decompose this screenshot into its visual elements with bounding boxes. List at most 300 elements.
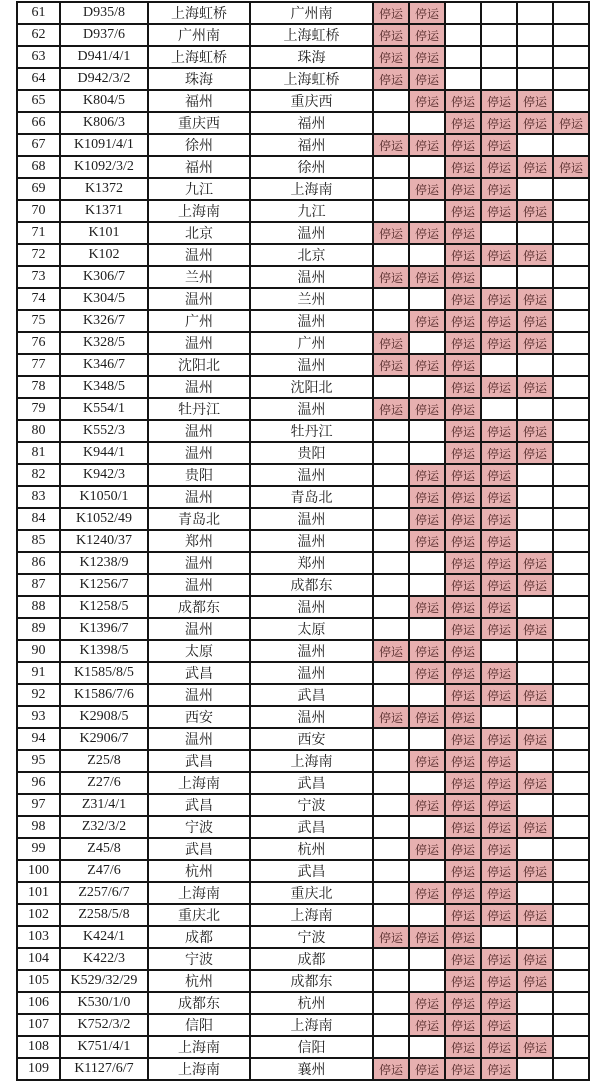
destination-station: 温州 — [250, 662, 373, 684]
status-cell — [517, 68, 553, 90]
status-cell — [373, 464, 409, 486]
row-number: 67 — [17, 134, 60, 156]
origin-station: 上海南 — [148, 200, 250, 222]
table-row — [17, 926, 589, 948]
status-cell — [373, 904, 409, 926]
destination-station: 武昌 — [250, 772, 373, 794]
table-row — [17, 464, 589, 486]
suspended-badge: 停运 — [445, 134, 481, 156]
status-cell — [517, 640, 553, 662]
status-cell — [373, 376, 409, 398]
row-number: 86 — [17, 552, 60, 574]
table-row — [17, 200, 589, 222]
train-code: K2906/7 — [60, 728, 148, 750]
row-number: 75 — [17, 310, 60, 332]
suspended-badge: 停运 — [517, 310, 553, 332]
suspended-badge: 停运 — [445, 552, 481, 574]
suspended-badge: 停运 — [481, 90, 517, 112]
status-cell — [409, 156, 445, 178]
status-cell — [553, 816, 589, 838]
destination-station: 郑州 — [250, 552, 373, 574]
status-cell — [517, 134, 553, 156]
train-code: K424/1 — [60, 926, 148, 948]
suspended-badge: 停运 — [445, 310, 481, 332]
table-row — [17, 24, 589, 46]
status-cell — [373, 200, 409, 222]
suspended-badge: 停运 — [373, 706, 409, 728]
table-row — [17, 244, 589, 266]
suspended-badge: 停运 — [445, 222, 481, 244]
status-cell — [517, 354, 553, 376]
train-code: K804/5 — [60, 90, 148, 112]
table-row — [17, 574, 589, 596]
train-code: Z32/3/2 — [60, 816, 148, 838]
suspended-badge: 停运 — [409, 838, 445, 860]
table-row — [17, 1014, 589, 1036]
status-cell — [553, 222, 589, 244]
destination-station: 温州 — [250, 596, 373, 618]
row-number: 105 — [17, 970, 60, 992]
train-code: K326/7 — [60, 310, 148, 332]
row-number: 79 — [17, 398, 60, 420]
suspended-badge: 停运 — [517, 1036, 553, 1058]
status-cell — [373, 794, 409, 816]
destination-station: 成都东 — [250, 574, 373, 596]
status-cell — [517, 178, 553, 200]
status-cell — [373, 728, 409, 750]
row-number: 103 — [17, 926, 60, 948]
origin-station: 重庆北 — [148, 904, 250, 926]
status-cell — [481, 354, 517, 376]
status-cell — [373, 596, 409, 618]
row-number: 85 — [17, 530, 60, 552]
status-cell — [445, 68, 481, 90]
train-code: K1256/7 — [60, 574, 148, 596]
status-cell — [409, 420, 445, 442]
origin-station: 北京 — [148, 222, 250, 244]
status-cell — [409, 288, 445, 310]
table-row — [17, 772, 589, 794]
status-cell — [409, 244, 445, 266]
status-cell — [553, 68, 589, 90]
status-cell — [517, 486, 553, 508]
origin-station: 温州 — [148, 684, 250, 706]
origin-station: 重庆西 — [148, 112, 250, 134]
suspended-badge: 停运 — [481, 442, 517, 464]
suspended-badge: 停运 — [517, 860, 553, 882]
status-cell — [553, 948, 589, 970]
suspended-badge: 停运 — [517, 684, 553, 706]
suspended-badge: 停运 — [373, 134, 409, 156]
suspended-badge: 停运 — [481, 178, 517, 200]
table-row — [17, 1058, 589, 1080]
status-cell — [553, 1058, 589, 1080]
destination-station: 九江 — [250, 200, 373, 222]
destination-station: 广州南 — [250, 2, 373, 24]
suspended-badge: 停运 — [373, 332, 409, 354]
suspended-badge: 停运 — [445, 728, 481, 750]
train-code: K1585/8/5 — [60, 662, 148, 684]
suspended-badge: 停运 — [409, 750, 445, 772]
table-row — [17, 530, 589, 552]
suspended-badge: 停运 — [481, 552, 517, 574]
row-number: 74 — [17, 288, 60, 310]
suspended-badge: 停运 — [481, 970, 517, 992]
table-row — [17, 68, 589, 90]
table-row — [17, 904, 589, 926]
origin-station: 武昌 — [148, 794, 250, 816]
suspended-badge: 停运 — [445, 112, 481, 134]
train-code: Z27/6 — [60, 772, 148, 794]
train-code: K304/5 — [60, 288, 148, 310]
status-cell — [373, 970, 409, 992]
status-cell — [409, 772, 445, 794]
destination-station: 温州 — [250, 530, 373, 552]
status-cell — [553, 46, 589, 68]
row-number: 104 — [17, 948, 60, 970]
destination-station: 珠海 — [250, 46, 373, 68]
suspended-badge: 停运 — [517, 90, 553, 112]
row-number: 66 — [17, 112, 60, 134]
status-cell — [409, 970, 445, 992]
suspended-badge: 停运 — [445, 706, 481, 728]
suspended-badge: 停运 — [445, 178, 481, 200]
suspended-badge: 停运 — [481, 618, 517, 640]
status-cell — [553, 24, 589, 46]
status-cell — [373, 178, 409, 200]
status-cell — [553, 838, 589, 860]
table-row — [17, 398, 589, 420]
status-cell — [553, 398, 589, 420]
status-cell — [553, 134, 589, 156]
suspended-badge: 停运 — [517, 420, 553, 442]
status-cell — [553, 508, 589, 530]
status-cell — [409, 442, 445, 464]
destination-station: 温州 — [250, 640, 373, 662]
status-cell — [553, 332, 589, 354]
table-row — [17, 442, 589, 464]
status-cell — [553, 266, 589, 288]
suspended-badge: 停运 — [445, 992, 481, 1014]
status-cell — [553, 992, 589, 1014]
table-row — [17, 46, 589, 68]
suspended-badge: 停运 — [553, 156, 589, 178]
suspended-badge: 停运 — [517, 244, 553, 266]
row-number: 72 — [17, 244, 60, 266]
status-cell — [409, 684, 445, 706]
suspended-badge: 停运 — [445, 926, 481, 948]
table-row — [17, 838, 589, 860]
suspended-badge: 停运 — [445, 684, 481, 706]
status-cell — [409, 552, 445, 574]
train-code: K1372 — [60, 178, 148, 200]
origin-station: 福州 — [148, 156, 250, 178]
destination-station: 沈阳北 — [250, 376, 373, 398]
origin-station: 兰州 — [148, 266, 250, 288]
suspended-badge: 停运 — [481, 464, 517, 486]
suspended-badge: 停运 — [445, 838, 481, 860]
origin-station: 温州 — [148, 288, 250, 310]
suspended-badge: 停运 — [445, 398, 481, 420]
suspended-badge: 停运 — [445, 530, 481, 552]
suspended-badge: 停运 — [409, 794, 445, 816]
status-cell — [517, 530, 553, 552]
destination-station: 牡丹江 — [250, 420, 373, 442]
table-row — [17, 860, 589, 882]
status-cell — [553, 882, 589, 904]
origin-station: 九江 — [148, 178, 250, 200]
train-code: K552/3 — [60, 420, 148, 442]
row-number: 71 — [17, 222, 60, 244]
status-cell — [409, 376, 445, 398]
status-cell — [373, 90, 409, 112]
suspended-badge: 停运 — [409, 882, 445, 904]
suspended-badge: 停运 — [409, 354, 445, 376]
suspended-badge: 停运 — [409, 662, 445, 684]
status-cell — [553, 860, 589, 882]
destination-station: 福州 — [250, 134, 373, 156]
destination-station: 青岛北 — [250, 486, 373, 508]
row-number: 92 — [17, 684, 60, 706]
suspended-badge: 停运 — [445, 596, 481, 618]
status-cell — [373, 1014, 409, 1036]
table-row — [17, 332, 589, 354]
status-cell — [553, 574, 589, 596]
destination-station: 北京 — [250, 244, 373, 266]
train-code: K752/3/2 — [60, 1014, 148, 1036]
origin-station: 牡丹江 — [148, 398, 250, 420]
status-cell — [517, 750, 553, 772]
destination-station: 武昌 — [250, 816, 373, 838]
destination-station: 温州 — [250, 398, 373, 420]
suspended-badge: 停运 — [445, 662, 481, 684]
suspended-badge: 停运 — [481, 684, 517, 706]
destination-station: 重庆西 — [250, 90, 373, 112]
status-cell — [517, 2, 553, 24]
status-cell — [553, 618, 589, 640]
origin-station: 广州南 — [148, 24, 250, 46]
status-cell — [481, 266, 517, 288]
suspended-badge: 停运 — [373, 46, 409, 68]
suspended-badge: 停运 — [517, 728, 553, 750]
origin-station: 宁波 — [148, 948, 250, 970]
status-cell — [553, 486, 589, 508]
destination-station: 兰州 — [250, 288, 373, 310]
suspended-badge: 停运 — [481, 816, 517, 838]
suspended-badge: 停运 — [481, 574, 517, 596]
suspended-badge: 停运 — [445, 816, 481, 838]
status-cell — [373, 574, 409, 596]
status-cell — [553, 662, 589, 684]
destination-station: 上海虹桥 — [250, 68, 373, 90]
suspended-badge: 停运 — [445, 244, 481, 266]
suspended-badge: 停运 — [409, 178, 445, 200]
table-row — [17, 684, 589, 706]
status-cell — [517, 926, 553, 948]
train-code: K1052/49 — [60, 508, 148, 530]
status-cell — [409, 200, 445, 222]
suspended-badge: 停运 — [481, 310, 517, 332]
destination-station: 上海南 — [250, 750, 373, 772]
status-cell — [553, 464, 589, 486]
status-cell — [481, 398, 517, 420]
suspended-badge: 停运 — [409, 1014, 445, 1036]
train-code: Z257/6/7 — [60, 882, 148, 904]
row-number: 88 — [17, 596, 60, 618]
origin-station: 宁波 — [148, 816, 250, 838]
status-cell — [517, 662, 553, 684]
status-cell — [409, 112, 445, 134]
suspended-badge: 停运 — [373, 222, 409, 244]
table-row — [17, 112, 589, 134]
status-cell — [409, 948, 445, 970]
destination-station: 广州 — [250, 332, 373, 354]
suspended-badge: 停运 — [445, 288, 481, 310]
train-suspension-table — [16, 1, 590, 1081]
table-row — [17, 948, 589, 970]
destination-station: 温州 — [250, 464, 373, 486]
suspended-badge: 停运 — [409, 640, 445, 662]
origin-station: 青岛北 — [148, 508, 250, 530]
status-cell — [373, 882, 409, 904]
suspended-badge: 停运 — [517, 948, 553, 970]
row-number: 109 — [17, 1058, 60, 1080]
suspended-badge: 停运 — [445, 640, 481, 662]
row-number: 76 — [17, 332, 60, 354]
table-row — [17, 552, 589, 574]
table-row — [17, 266, 589, 288]
suspended-badge: 停运 — [481, 992, 517, 1014]
origin-station: 杭州 — [148, 970, 250, 992]
row-number: 96 — [17, 772, 60, 794]
train-code: K1050/1 — [60, 486, 148, 508]
status-cell — [553, 750, 589, 772]
train-code: K529/32/29 — [60, 970, 148, 992]
suspended-badge: 停运 — [517, 332, 553, 354]
table-row — [17, 640, 589, 662]
status-cell — [481, 640, 517, 662]
status-cell — [517, 464, 553, 486]
status-cell — [517, 46, 553, 68]
table-row — [17, 420, 589, 442]
suspended-badge: 停运 — [481, 420, 517, 442]
origin-station: 广州 — [148, 310, 250, 332]
destination-station: 襄州 — [250, 1058, 373, 1080]
row-number: 106 — [17, 992, 60, 1014]
status-cell — [481, 24, 517, 46]
destination-station: 上海南 — [250, 904, 373, 926]
status-cell — [373, 1036, 409, 1058]
status-cell — [373, 486, 409, 508]
row-number: 73 — [17, 266, 60, 288]
suspended-badge: 停运 — [481, 134, 517, 156]
row-number: 101 — [17, 882, 60, 904]
status-cell — [553, 244, 589, 266]
status-cell — [445, 46, 481, 68]
origin-station: 温州 — [148, 442, 250, 464]
row-number: 61 — [17, 2, 60, 24]
status-cell — [373, 156, 409, 178]
status-cell — [373, 750, 409, 772]
row-number: 91 — [17, 662, 60, 684]
status-cell — [373, 618, 409, 640]
origin-station: 福州 — [148, 90, 250, 112]
status-cell — [409, 618, 445, 640]
row-number: 70 — [17, 200, 60, 222]
table-row — [17, 816, 589, 838]
suspended-badge: 停运 — [445, 486, 481, 508]
suspended-badge: 停运 — [517, 574, 553, 596]
train-code: Z47/6 — [60, 860, 148, 882]
status-cell — [373, 816, 409, 838]
suspended-badge: 停运 — [409, 398, 445, 420]
suspended-badge: 停运 — [445, 464, 481, 486]
status-cell — [553, 640, 589, 662]
suspended-badge: 停运 — [445, 1058, 481, 1080]
status-cell — [553, 420, 589, 442]
status-cell — [409, 332, 445, 354]
row-number: 99 — [17, 838, 60, 860]
status-cell — [373, 244, 409, 266]
status-cell — [517, 24, 553, 46]
suspended-badge: 停运 — [481, 156, 517, 178]
train-code: K1258/5 — [60, 596, 148, 618]
status-cell — [409, 728, 445, 750]
row-number: 77 — [17, 354, 60, 376]
row-number: 80 — [17, 420, 60, 442]
table-row — [17, 794, 589, 816]
origin-station: 温州 — [148, 332, 250, 354]
suspended-badge: 停运 — [373, 926, 409, 948]
suspended-badge: 停运 — [481, 1058, 517, 1080]
row-number: 69 — [17, 178, 60, 200]
suspended-badge: 停运 — [409, 222, 445, 244]
status-cell — [373, 288, 409, 310]
suspended-badge: 停运 — [373, 2, 409, 24]
status-cell — [553, 442, 589, 464]
suspended-badge: 停运 — [409, 596, 445, 618]
origin-station: 温州 — [148, 244, 250, 266]
suspended-badge: 停运 — [481, 244, 517, 266]
status-cell — [553, 90, 589, 112]
train-code: K1586/7/6 — [60, 684, 148, 706]
origin-station: 上海南 — [148, 1036, 250, 1058]
table-row — [17, 486, 589, 508]
status-cell — [445, 24, 481, 46]
suspended-badge: 停运 — [445, 618, 481, 640]
destination-station: 太原 — [250, 618, 373, 640]
suspended-badge: 停运 — [409, 266, 445, 288]
suspended-badge: 停运 — [445, 574, 481, 596]
status-cell — [409, 816, 445, 838]
row-number: 95 — [17, 750, 60, 772]
destination-station: 信阳 — [250, 1036, 373, 1058]
suspended-badge: 停运 — [517, 904, 553, 926]
train-code: K1396/7 — [60, 618, 148, 640]
suspended-badge: 停运 — [409, 706, 445, 728]
table-row — [17, 376, 589, 398]
suspended-badge: 停运 — [481, 772, 517, 794]
destination-station: 温州 — [250, 508, 373, 530]
table-row — [17, 750, 589, 772]
row-number: 68 — [17, 156, 60, 178]
suspended-badge: 停运 — [481, 728, 517, 750]
table-row — [17, 508, 589, 530]
row-number: 81 — [17, 442, 60, 464]
suspended-badge: 停运 — [481, 288, 517, 310]
suspended-badge: 停运 — [481, 860, 517, 882]
row-number: 108 — [17, 1036, 60, 1058]
